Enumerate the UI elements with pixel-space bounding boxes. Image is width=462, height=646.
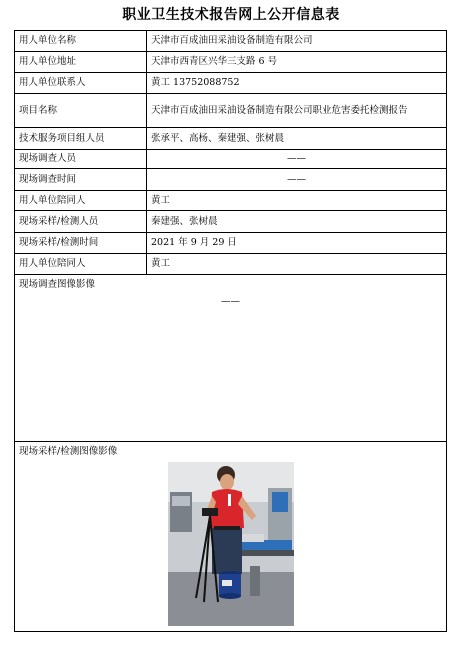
info-table xyxy=(14,30,447,632)
table-row xyxy=(15,442,447,632)
survey-images-cell xyxy=(15,275,447,442)
row-value: 天津市百成油田采油设备制造有限公司 xyxy=(147,31,447,52)
table-row xyxy=(15,254,447,275)
row-key: 技术服务项目组人员 xyxy=(15,128,147,150)
row-key: 用人单位地址 xyxy=(15,52,147,73)
row-key: 项目名称 xyxy=(15,94,147,128)
row-value: —— xyxy=(147,169,447,191)
row-key: 现场采样/检测时间 xyxy=(15,233,147,254)
row-key: 现场调查时间 xyxy=(15,169,147,191)
sampling-images-cell xyxy=(15,442,447,632)
row-value: 黄工 13752088752 xyxy=(147,73,447,94)
table-row xyxy=(15,128,447,150)
table-row xyxy=(15,233,447,254)
table-row xyxy=(15,169,447,191)
table-row xyxy=(15,191,447,211)
row-value: 天津市西青区兴华三支路 6 号 xyxy=(147,52,447,73)
row-key: 用人单位陪同人 xyxy=(15,191,147,211)
row-value: 张承平、高杨、秦建强、张树晨 xyxy=(147,128,447,150)
survey-images-empty: —— xyxy=(221,296,240,307)
row-value: 秦建强、张树晨 xyxy=(147,211,447,233)
table-row xyxy=(15,211,447,233)
table-row xyxy=(15,73,447,94)
row-value: —— xyxy=(147,150,447,169)
sampling-photo xyxy=(168,462,294,626)
table-row xyxy=(15,94,447,128)
row-value: 天津市百成油田采油设备制造有限公司职业危害委托检测报告 xyxy=(147,94,447,128)
row-key: 用人单位联系人 xyxy=(15,73,147,94)
table-row xyxy=(15,31,447,52)
survey-images-label: 现场调查图像影像 xyxy=(19,279,96,290)
table-row xyxy=(15,52,447,73)
table-row xyxy=(15,150,447,169)
row-key: 用人单位陪同人 xyxy=(15,254,147,275)
row-value: 2021 年 9 月 29 日 xyxy=(147,233,447,254)
sampling-images-label: 现场采样/检测图像影像 xyxy=(19,446,118,457)
row-key: 用人单位名称 xyxy=(15,31,147,52)
row-value: 黄工 xyxy=(147,254,447,275)
page-title: 职业卫生技术报告网上公开信息表 xyxy=(122,7,340,23)
table-row xyxy=(15,275,447,442)
row-key: 现场采样/检测人员 xyxy=(15,211,147,233)
row-key: 现场调查人员 xyxy=(15,150,147,169)
row-value: 黄工 xyxy=(147,191,447,211)
